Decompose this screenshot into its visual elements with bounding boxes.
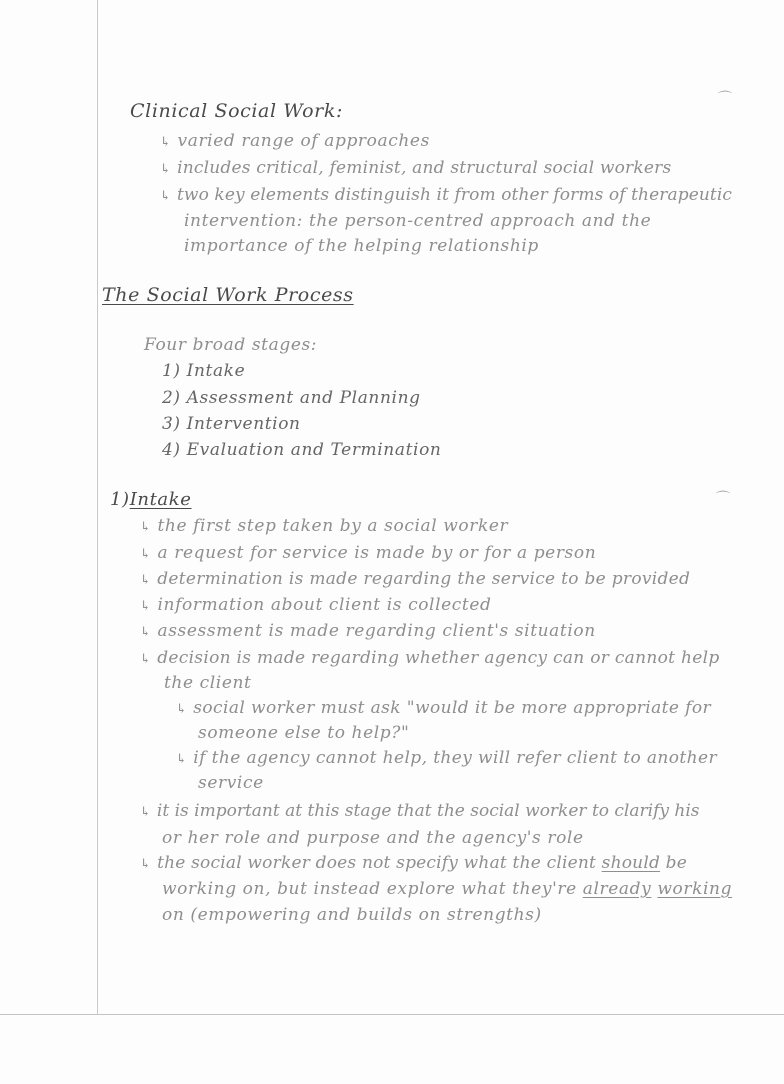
intake-sub-bullet-cont: someone else to help?" bbox=[198, 723, 410, 743]
intake-sub-bullet: ↳ if the agency cannot help, they will refer client to another bbox=[176, 748, 717, 768]
intake-bullet: ↳ it is important at this stage that the social worker to clarify his bbox=[140, 801, 700, 821]
intake-bullet: ↳ determination is made regarding the service to be provided bbox=[140, 569, 691, 589]
stage-item: 2) Assessment and Planning bbox=[162, 388, 421, 408]
intake-bullet: ↳ information about client is collected bbox=[140, 595, 492, 615]
intake-sub-bullet-cont: service bbox=[198, 773, 264, 793]
intake-heading: 1)Intake bbox=[110, 489, 192, 510]
hook-arrow-icon: ↳ bbox=[140, 652, 152, 667]
intake-bullet-cont: working on, but instead explore what they're already working bbox=[162, 879, 733, 899]
stage-item: 3) Intervention bbox=[162, 414, 301, 434]
intake-bullet: ↳ the social worker does not specify what the client should be bbox=[140, 853, 687, 873]
hook-arrow-icon: ↳ bbox=[176, 702, 188, 717]
clinical-bullet-cont: intervention: the person-centred approach and the bbox=[184, 211, 652, 231]
clinical-bullet: ↳ two key elements distinguish it from other forms of therapeutic bbox=[160, 185, 733, 205]
margin-line bbox=[97, 0, 98, 1014]
clinical-bullet-cont: importance of the helping relationship bbox=[184, 236, 539, 256]
intake-bullet-cont: or her role and purpose and the agency's role bbox=[162, 828, 584, 848]
hook-arrow-icon: ↳ bbox=[160, 189, 171, 204]
hook-arrow-icon: ↳ bbox=[176, 752, 188, 767]
hook-arrow-icon: ↳ bbox=[140, 857, 152, 872]
pen-mark: ⌒ bbox=[716, 491, 730, 507]
intake-sub-bullet: ↳ social worker must ask "would it be more appropriate for bbox=[176, 698, 712, 718]
intake-bullet: ↳ a request for service is made by or for a person bbox=[140, 543, 597, 563]
intake-bullet-cont: the client bbox=[164, 673, 252, 693]
hook-arrow-icon: ↳ bbox=[140, 573, 152, 588]
stages-heading: Four broad stages: bbox=[144, 335, 318, 355]
clinical-bullet: ↳ includes critical, feminist, and structural social workers bbox=[160, 158, 672, 178]
stage-item: 4) Evaluation and Termination bbox=[162, 440, 442, 460]
hook-arrow-icon: ↳ bbox=[140, 520, 152, 535]
intake-bullet-cont: on (empowering and builds on strengths) bbox=[162, 905, 542, 925]
hook-arrow-icon: ↳ bbox=[140, 805, 151, 820]
clinical-heading: Clinical Social Work: bbox=[130, 100, 343, 122]
page-bottom-line bbox=[0, 1014, 784, 1015]
hook-arrow-icon: ↳ bbox=[140, 625, 152, 640]
intake-bullet: ↳ decision is made regarding whether agency can or cannot help bbox=[140, 648, 720, 668]
clinical-bullet: ↳ varied range of approaches bbox=[160, 131, 430, 151]
hook-arrow-icon: ↳ bbox=[160, 135, 172, 150]
hook-arrow-icon: ↳ bbox=[140, 599, 152, 614]
intake-bullet: ↳ the first step taken by a social worker bbox=[140, 516, 509, 536]
process-title: The Social Work Process bbox=[102, 284, 354, 306]
stage-item: 1) Intake bbox=[162, 361, 246, 381]
hook-arrow-icon: ↳ bbox=[160, 162, 172, 177]
hook-arrow-icon: ↳ bbox=[140, 547, 152, 562]
intake-bullet: ↳ assessment is made regarding client's situation bbox=[140, 621, 596, 641]
pen-mark: ⌒ bbox=[718, 91, 732, 107]
